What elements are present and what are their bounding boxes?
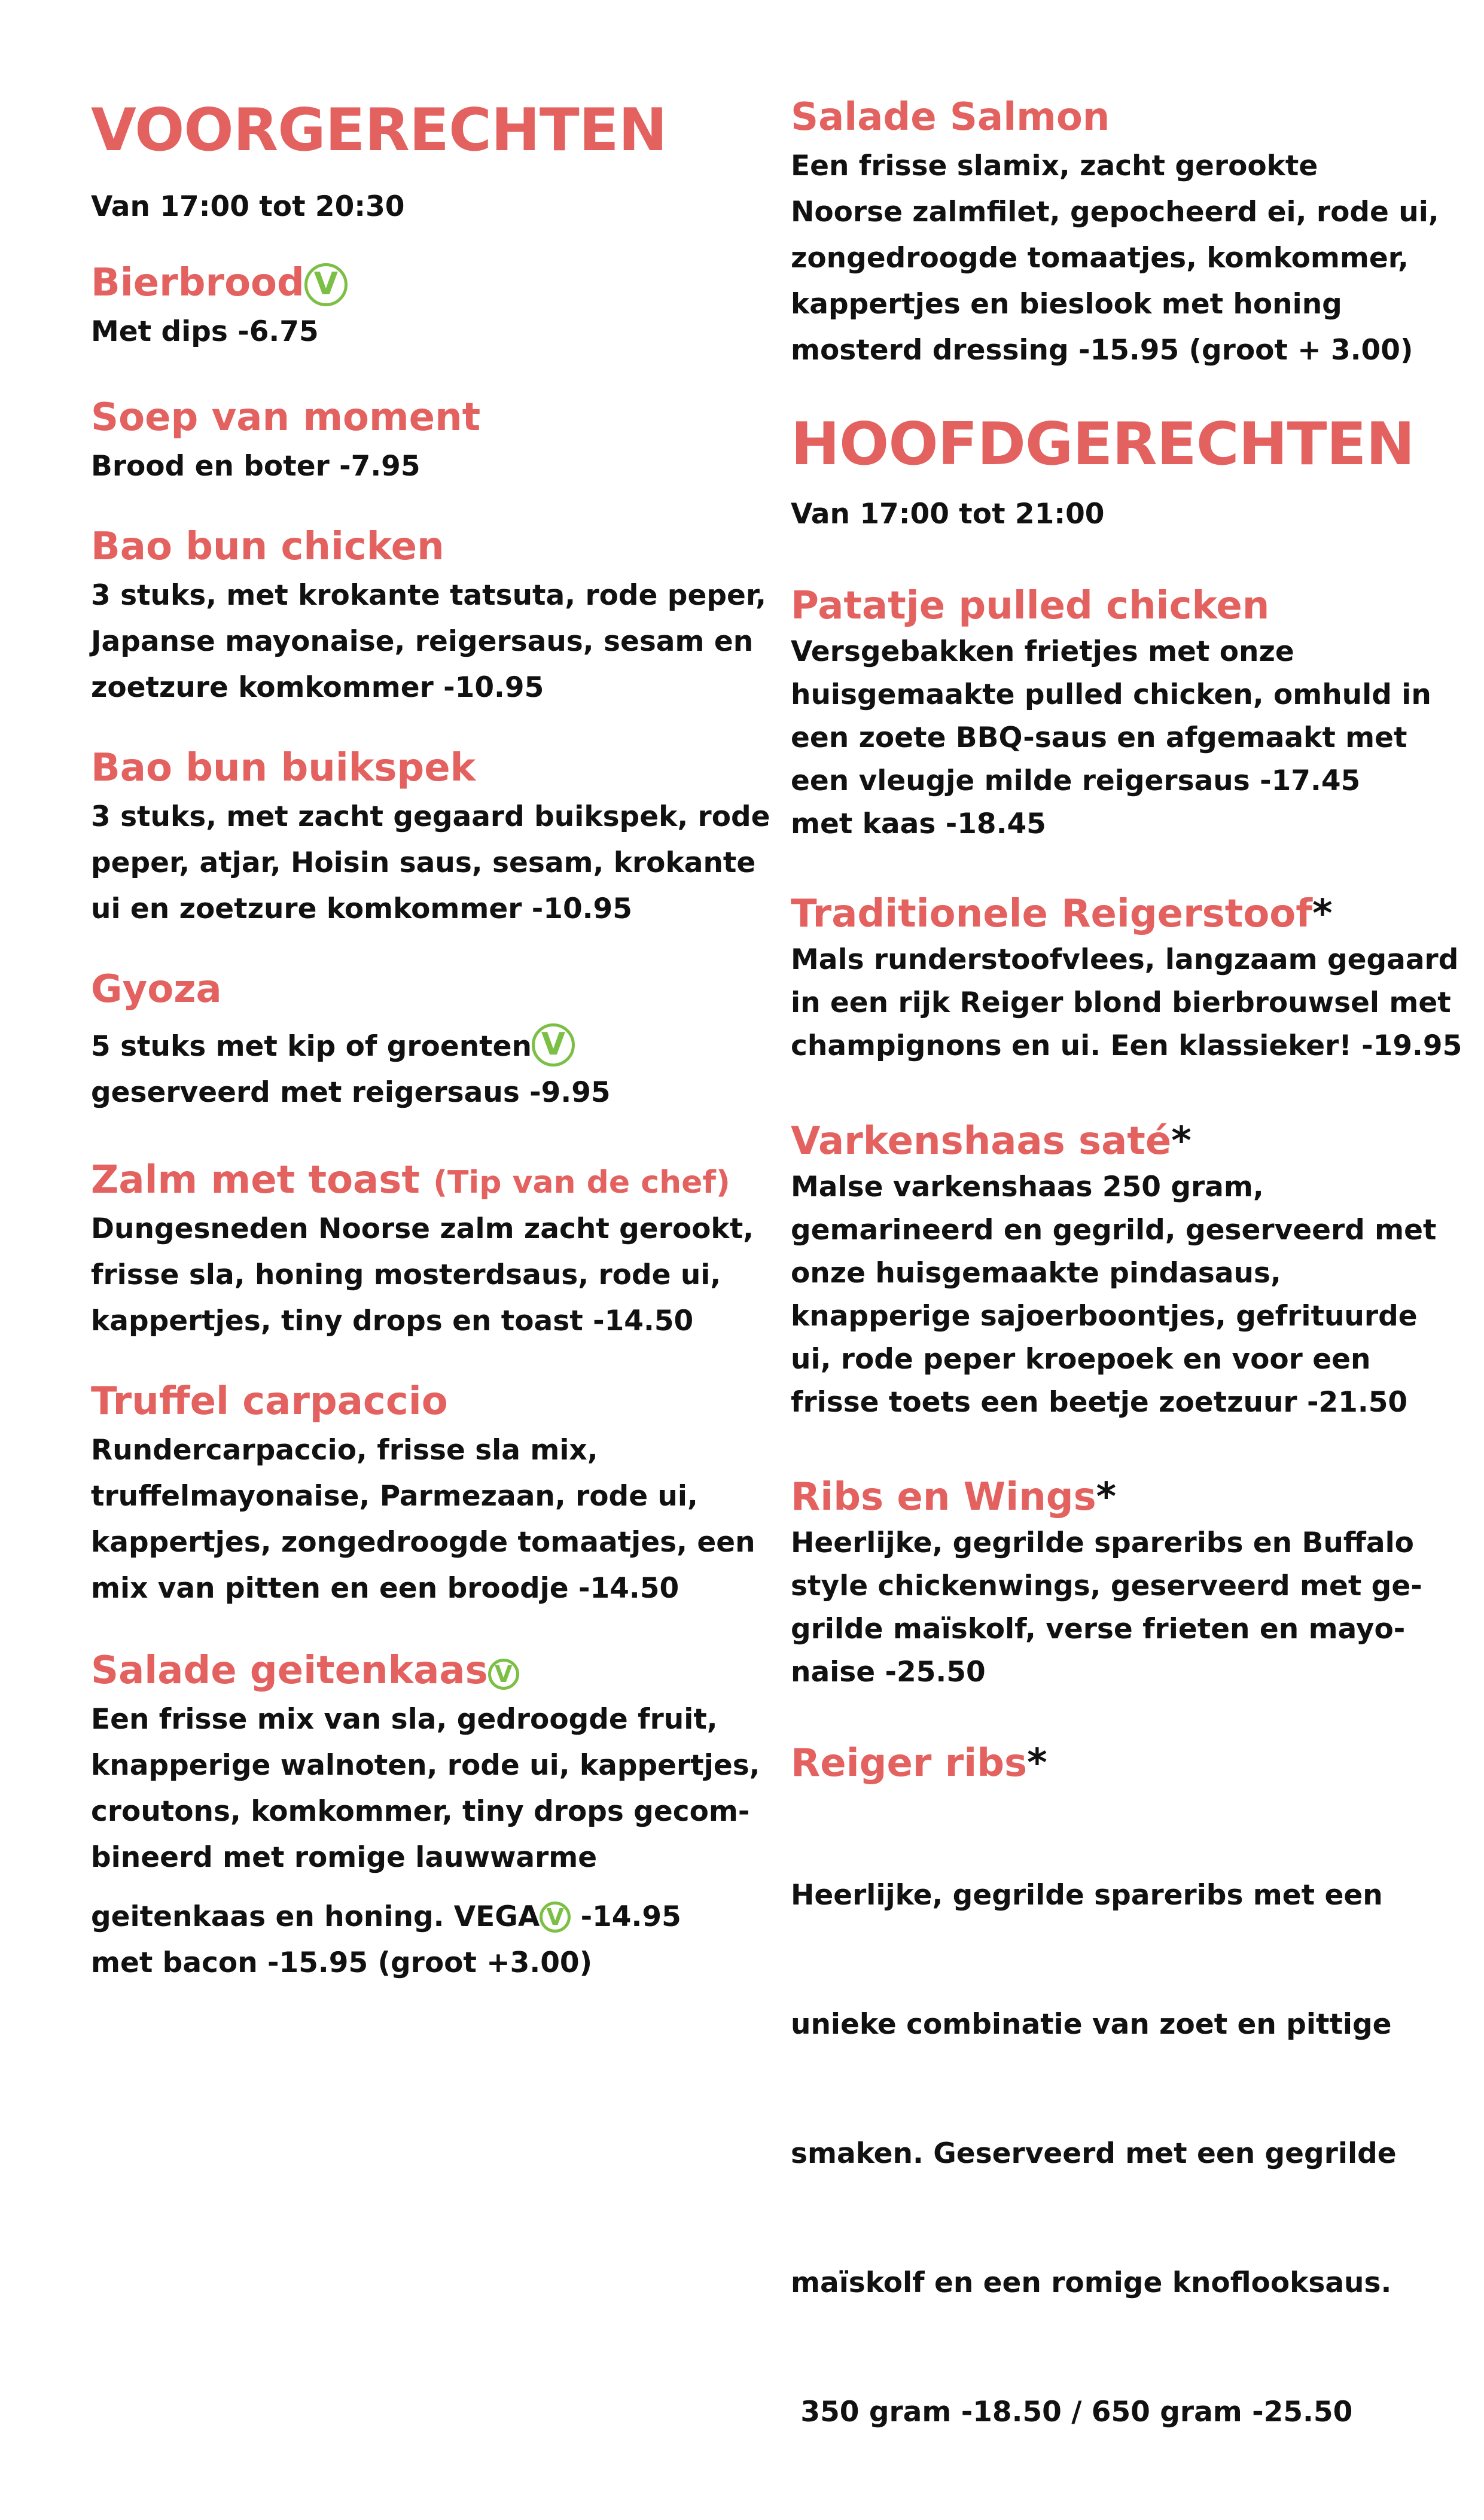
item-description: 3 stuks, met zacht gegaard buikspek, rode peper, atjar, Hoisin saus, sesam, krokante ui en zoetzure komkommer -10.95 <box>91 800 770 925</box>
vegetarian-v-icon: V <box>488 1659 519 1690</box>
menu-item-bao-buikspek <box>91 745 770 932</box>
item-title: Soep van moment <box>91 395 481 440</box>
item-description: Heerlijke, gegrilde spareribs en Buffalo style chickenwings, geserveerd met ge- grilde maïskolf, verse frieten en mayo- naise -25.50 <box>791 1526 1422 1689</box>
item-description: 5 stuks met kip of groenten V geserveerd met reigersaus -9.95 <box>91 1023 719 1116</box>
item-title: Bao bun chicken <box>91 525 444 569</box>
item-description: Een frisse slamix, zacht gerookte Noorse zalmfilet, gepocheerd ei, rode ui, zongedroogde tomaatjes, komkommer, kappertjes en bieslook met honing mosterd dressing -15.95 (groot + 3.00) <box>791 149 1439 367</box>
menu-item-reiger-ribs <box>791 1741 1437 2520</box>
item-description: Met dips -6.75 <box>91 315 319 348</box>
menu-item-bao-chicken <box>91 524 766 711</box>
chef-tip-label: (Tip van de chef) <box>433 1165 730 1200</box>
item-title: Bao bun buikspek <box>91 746 476 790</box>
item-title: Ribs en Wings* <box>791 1475 1117 1519</box>
menu-item-truffel-carpaccio <box>91 1379 755 1611</box>
menu-item-salade-geitenkaas <box>91 1648 760 1986</box>
menu-item-varkenshaas-sate <box>791 1119 1437 1424</box>
item-title: Gyoza <box>91 967 222 1011</box>
menu-item-salade-salmon <box>791 95 1437 373</box>
item-description: Versgebakken frietjes met onze huisgemaakte pulled chicken, omhuld in een zoete BBQ-saus en afgemaakt met een vleugje milde reigersaus -17.45 met kaas -18.45 <box>791 635 1431 840</box>
menu-item-ribs-en-wings <box>791 1474 1437 1694</box>
item-title: Traditionele Reigerstoof* <box>791 892 1333 936</box>
item-title: Truffel carpaccio <box>91 1379 448 1424</box>
menu-item-zalm-toast <box>91 1157 754 1344</box>
item-description: 3 stuks, met krokante tatsuta, rode peper, Japanse mayonaise, reigersaus, sesam en zoetzure komkommer -10.95 <box>91 578 766 704</box>
item-title: Zalm met toast (Tip van de chef) <box>91 1158 730 1202</box>
item-description: Malse varkenshaas 250 gram, gemarineerd en gegrild, geserveerd met onze huisgemaakte pindasaus, knapperige sajoerboontjes, gefrituurde ui, rode peper kroepoek en voor een frisse toets een beetje zoetzuur -21.50 <box>791 1170 1437 1419</box>
item-title: Patatje pulled chicken <box>791 584 1270 628</box>
menu-item-patatje-pulled-chicken <box>791 583 1437 846</box>
item-description: Een frisse mix van sla, gedroogde fruit, knapperige walnoten, rode ui, kappertjes, croutons, komkommer, tiny drops gecom- bineerd met romige lauwwarme geitenkaas en honing. VEGA V -14.95 met bacon -15.95 (groot +3.00) <box>91 1702 760 1979</box>
item-title: Bierbrood V <box>91 260 719 306</box>
item-description: Heerlijke, gegrilde spareribs met een unieke combinatie van zoet en pittige smaken. Geserveerd met een gegrilde maïskolf en een romige knoflooksaus. 350 gram -18.50 / 650 gram -25.50 <box>791 1878 1397 2428</box>
mains-time: Van 17:00 tot 21:00 <box>791 498 1105 531</box>
menu-item-reigerstoof <box>791 891 1462 1068</box>
item-description: Dungesneden Noorse zalm zacht gerookt, frisse sla, honing mosterdsaus, rode ui, kappertjes, tiny drops en toast -14.50 <box>91 1212 754 1337</box>
item-title: Salade geitenkaas V <box>91 1648 719 1694</box>
item-description: Mals runderstoofvlees, langzaam gegaard in een rijk Reiger blond bierbrouwsel met champignons en ui. Een klassieker! -19.95 <box>791 943 1462 1062</box>
item-title: Reiger ribs* <box>791 1741 1047 1785</box>
starters-time: Van 17:00 tot 20:30 <box>91 190 405 223</box>
starters-heading: VOORGERECHTEN <box>91 96 667 164</box>
item-title: Varkenshaas saté* <box>791 1119 1192 1163</box>
item-title: Salade Salmon <box>791 95 1110 139</box>
vegetarian-v-icon: V <box>304 263 348 306</box>
item-description: Rundercarpaccio, frisse sla mix, truffelmayonaise, Parmezaan, rode ui, kappertjes, zongedroogde tomaatjes, een mix van pitten en een broodje -14.50 <box>91 1433 755 1605</box>
item-description: Brood en boter -7.95 <box>91 449 420 483</box>
menu-item-soep <box>91 395 719 489</box>
menu-item-gyoza <box>91 967 719 1116</box>
vegetarian-v-icon: V <box>532 1023 575 1066</box>
mains-heading: HOOFDGERECHTEN <box>791 410 1415 479</box>
vegetarian-v-icon: V <box>540 1902 571 1933</box>
menu-item-bierbrood <box>91 260 719 355</box>
